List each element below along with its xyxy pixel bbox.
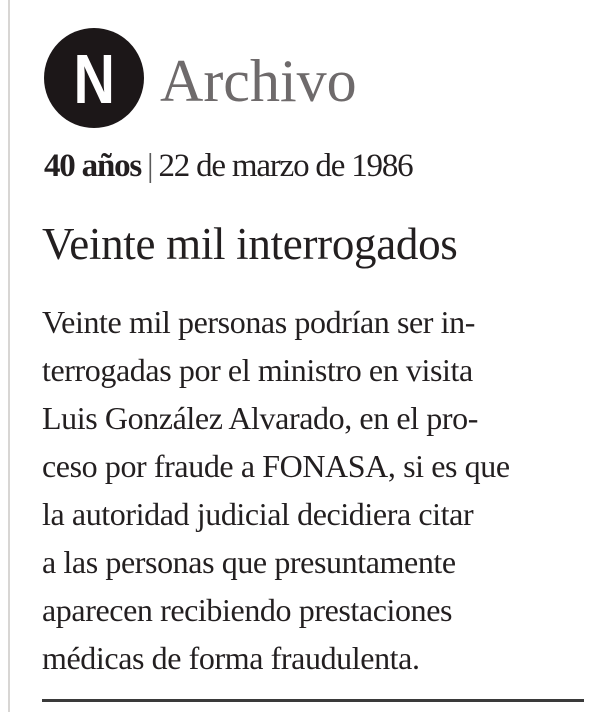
dateline (44, 150, 412, 183)
section-title: Archivo (160, 48, 357, 114)
body-line: terrogadas por el ministro en visita (42, 352, 473, 388)
dateline-separator: | (147, 148, 153, 184)
publication-date: 22 de marzo de 1986 (158, 148, 413, 184)
body-line: aparecen recibiendo prestaciones (42, 592, 453, 628)
body-line: Veinte mil personas podrían ser in- (42, 304, 476, 340)
body-line: médicas de forma fraudulenta. (42, 640, 420, 676)
article-body (42, 306, 510, 690)
newspaper-logo (44, 28, 144, 128)
body-line: Luis González Alvarado, en el pro- (42, 400, 479, 436)
logo-letter: N (73, 40, 115, 118)
body-line: ceso por fraude a FONASA, si es que (42, 448, 510, 484)
body-line: la autoridad judicial decidiera citar (42, 496, 474, 532)
section-header (44, 28, 357, 128)
article-headline: Veinte mil interrogados (42, 219, 458, 269)
years-ago-label: 40 años (44, 148, 142, 184)
body-line: a las personas que presuntamente (42, 544, 456, 580)
left-column-rule (8, 0, 10, 712)
bottom-divider (42, 699, 584, 702)
